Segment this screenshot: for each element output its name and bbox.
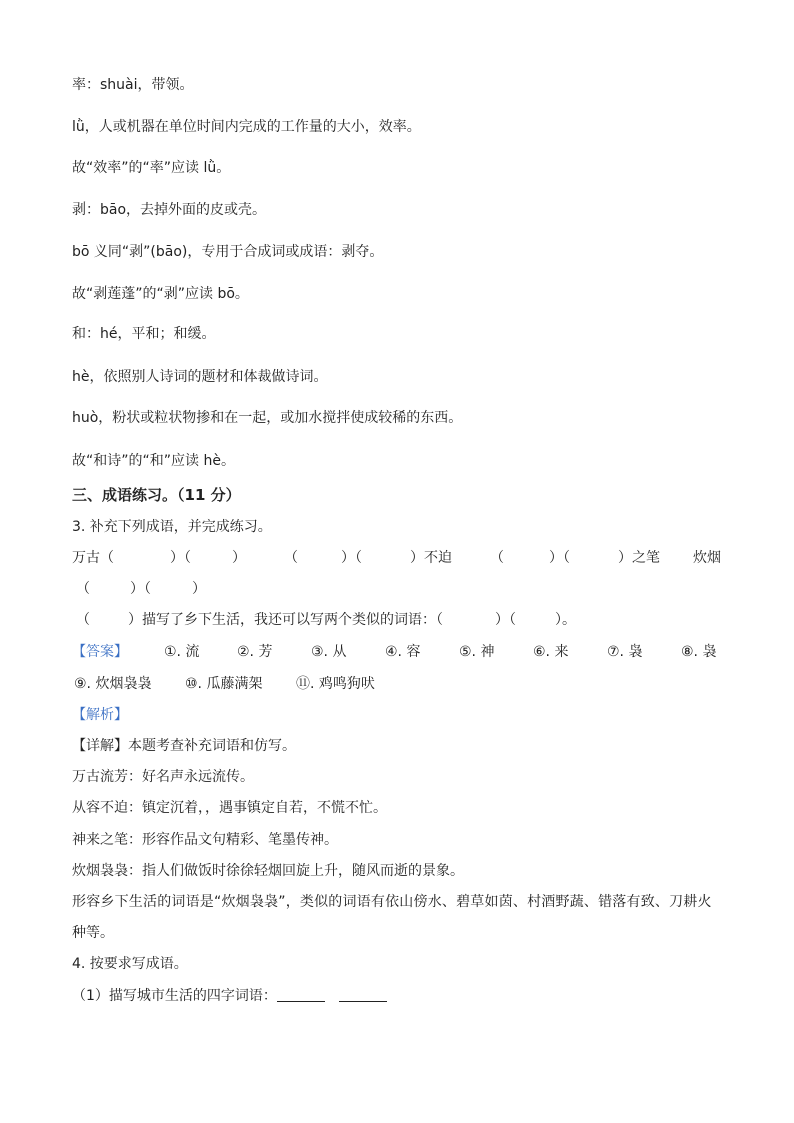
- blank-text: （: [76, 581, 90, 597]
- text-line: 剥：bāo，去掉外面的皮或壳。: [72, 202, 267, 218]
- explanation-line: 炊烟袅袅：指人们做饭时徐徐轻烟回旋上升，随风而逝的景象。: [72, 863, 464, 879]
- section-title: 三、成语练习。（11 分）: [72, 486, 241, 504]
- answer-item: ⑤. 神: [459, 644, 495, 660]
- blank-text: ）（: [341, 550, 362, 566]
- text-line: 故“剥莲蓬”的“剥”应读 bō。: [72, 286, 249, 302]
- blank-text: ）: [192, 581, 206, 597]
- blank-text: （: [284, 550, 298, 566]
- question-stem: 3. 补充下列成语，并完成练习。: [72, 519, 272, 535]
- text-line: bō 义同“剥”(bāo)，专用于合成词或成语：剥夺。: [72, 244, 384, 260]
- answer-item: ①. 流: [164, 644, 200, 660]
- text-line: 故“和诗”的“和”应读 hè。: [72, 453, 235, 469]
- blank-text: ）不迫: [410, 550, 452, 566]
- answer-item: ⑥. 来: [533, 644, 569, 660]
- analysis-label: 【解析】: [72, 707, 128, 723]
- blank-text: ）（: [130, 581, 151, 597]
- question-stem: 4. 按要求写成语。: [72, 956, 188, 972]
- explanation-line: 从容不迫：镇定沉着，，遇事镇定自若，不慌不忙。: [72, 800, 387, 816]
- sub-question: [72, 985, 387, 1005]
- blank-text: ）。: [555, 612, 576, 628]
- explanation-line: 形容乡下生活的词语是“炊烟袅袅”，类似的词语有依山傍水、碧草如茵、村酒野蔬、错落有致、刀耕火: [72, 894, 712, 910]
- answer-item: ④. 容: [385, 644, 421, 660]
- answer-blank: [277, 986, 325, 1002]
- blank-text: ）之笔: [618, 550, 660, 566]
- blank-text: 万古（: [72, 550, 114, 566]
- detail-line: 【详解】本题考查补充词语和仿写。: [72, 738, 296, 754]
- text-line: lǜ，人或机器在单位时间内完成的工作量的大小，效率。: [72, 119, 421, 135]
- explanation-line: 神来之笔：形容作品文句精彩、笔墨传神。: [72, 832, 338, 848]
- blank-text: ）（: [549, 550, 570, 566]
- answer-item: ③. 从: [311, 644, 347, 660]
- answer-item: ⑦. 袅: [607, 644, 643, 660]
- answer-blank: [339, 986, 387, 1002]
- sub-question-text: （1）描写城市生活的四字词语：: [72, 988, 277, 1004]
- blank-text: ）（: [495, 612, 516, 628]
- blank-text: （: [76, 612, 90, 628]
- explanation-line: 万古流芳：好名声永远流传。: [72, 769, 254, 785]
- answer-item: ⑪. 鸡鸣狗吠: [296, 676, 375, 692]
- answer-item: ②. 芳: [237, 644, 273, 660]
- text-line: huò，粉状或粒状物掺和在一起，或加水搅拌使成较稀的东西。: [72, 410, 463, 426]
- text-line: 故“效率”的“率”应读 lǜ。: [72, 160, 231, 176]
- blank-text: ）: [232, 550, 246, 566]
- answer-item: ⑨. 炊烟袅袅: [74, 676, 152, 692]
- blank-text: ）描写了乡下生活，我还可以写两个类似的词语：（: [128, 612, 443, 628]
- answer-item: ⑧. 袅: [681, 644, 717, 660]
- explanation-line: 种等。: [72, 925, 114, 941]
- text-line: 率：shuài，带领。: [72, 77, 194, 93]
- blank-text: 炊烟: [693, 550, 721, 566]
- text-line: 和：hé，平和；和缓。: [72, 326, 216, 342]
- blank-text: （: [490, 550, 504, 566]
- answer-label: 【答案】: [72, 644, 128, 660]
- answer-item: ⑩. 瓜藤满架: [185, 676, 263, 692]
- text-line: hè，依照别人诗词的题材和体裁做诗词。: [72, 369, 328, 385]
- blank-text: ）（: [170, 550, 191, 566]
